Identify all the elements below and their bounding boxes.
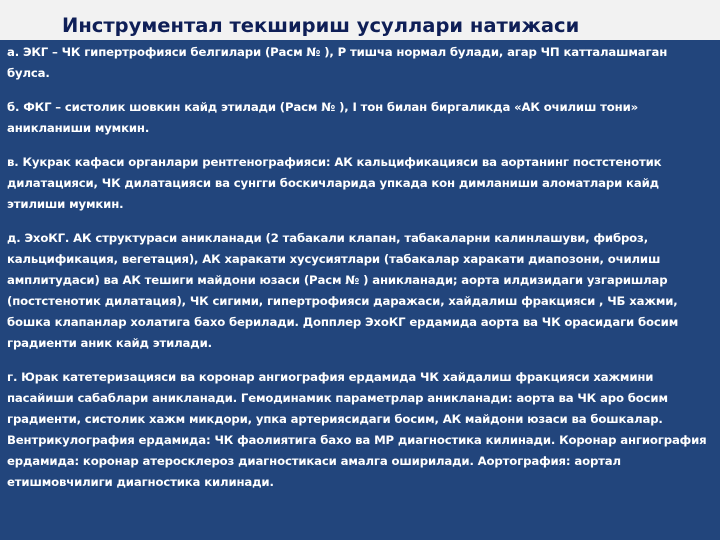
paragraph-catheterization: г. Юрак катетеризацияси ва коронар ангиография ердамида ЧК хайдалиш фракцияси хажмини пасайиши сабаблари аникланади. Гемодинамик параметрлар аникланади: аорта ва ЧК аро босим градиенти, систолик хажм микдори, упка артериясидаги босим, АК майдони юзаси ва бошкалар. Вентрикулография ердамида: ЧК фаолиятига бахо ва МР диагностика килинади. Коронар ангиография ердамида: коронар атеросклероз диагностикаси амалга оширилади. Аортография: аортал етишмовчилиги диагностика килинади. [7, 370, 707, 489]
content-panel [0, 40, 720, 540]
paragraph-ecg: а. ЭКГ – ЧК гипертрофияси белгилари (Расм № ), Р тишча нормал булади, агар ЧП катталашмаган булса. [7, 45, 668, 80]
paragraph-echocg: д. ЭхоКГ. АК структураси аникланади (2 табакали клапан, табакаларни калинлашуви, фиброз, кальцификация, вегетация), АК харакати хусусиятлари (табакалар харакати диапозони, очилиш амплитудаси) ва АК тешиги майдони юзаси (Расм № ) аникланади; аорта илдизидаги узгаришлар (постстенотик дилатация), ЧК сигими, гипертрофияси даражаси, хайдалиш фракцияси , ЧБ хажми, бошка клапанлар холатига бахо берилади. Допплер ЭхоКГ ердамида аорта ва ЧК орасидаги босим градиенти аник кайд этилади. [7, 231, 679, 350]
slide-title: Инструментал текшириш усуллари натижаси [62, 14, 580, 37]
paragraph-pcg: б. ФКГ – систолик шовкин кайд этилади (Расм № ), I тон билан биргаликда «АК очилиш тони» аникланиши мумкин. [7, 100, 639, 135]
paragraph-xray: в. Кукрак кафаси органлари рентгенографияси: АК кальцификацияси ва аортанинг постстенотик дилатацияси, ЧК дилатацияси ва сунгги боскичларида упкада кон димланиши аломатлари кайд этилиши мумкин. [7, 155, 662, 211]
